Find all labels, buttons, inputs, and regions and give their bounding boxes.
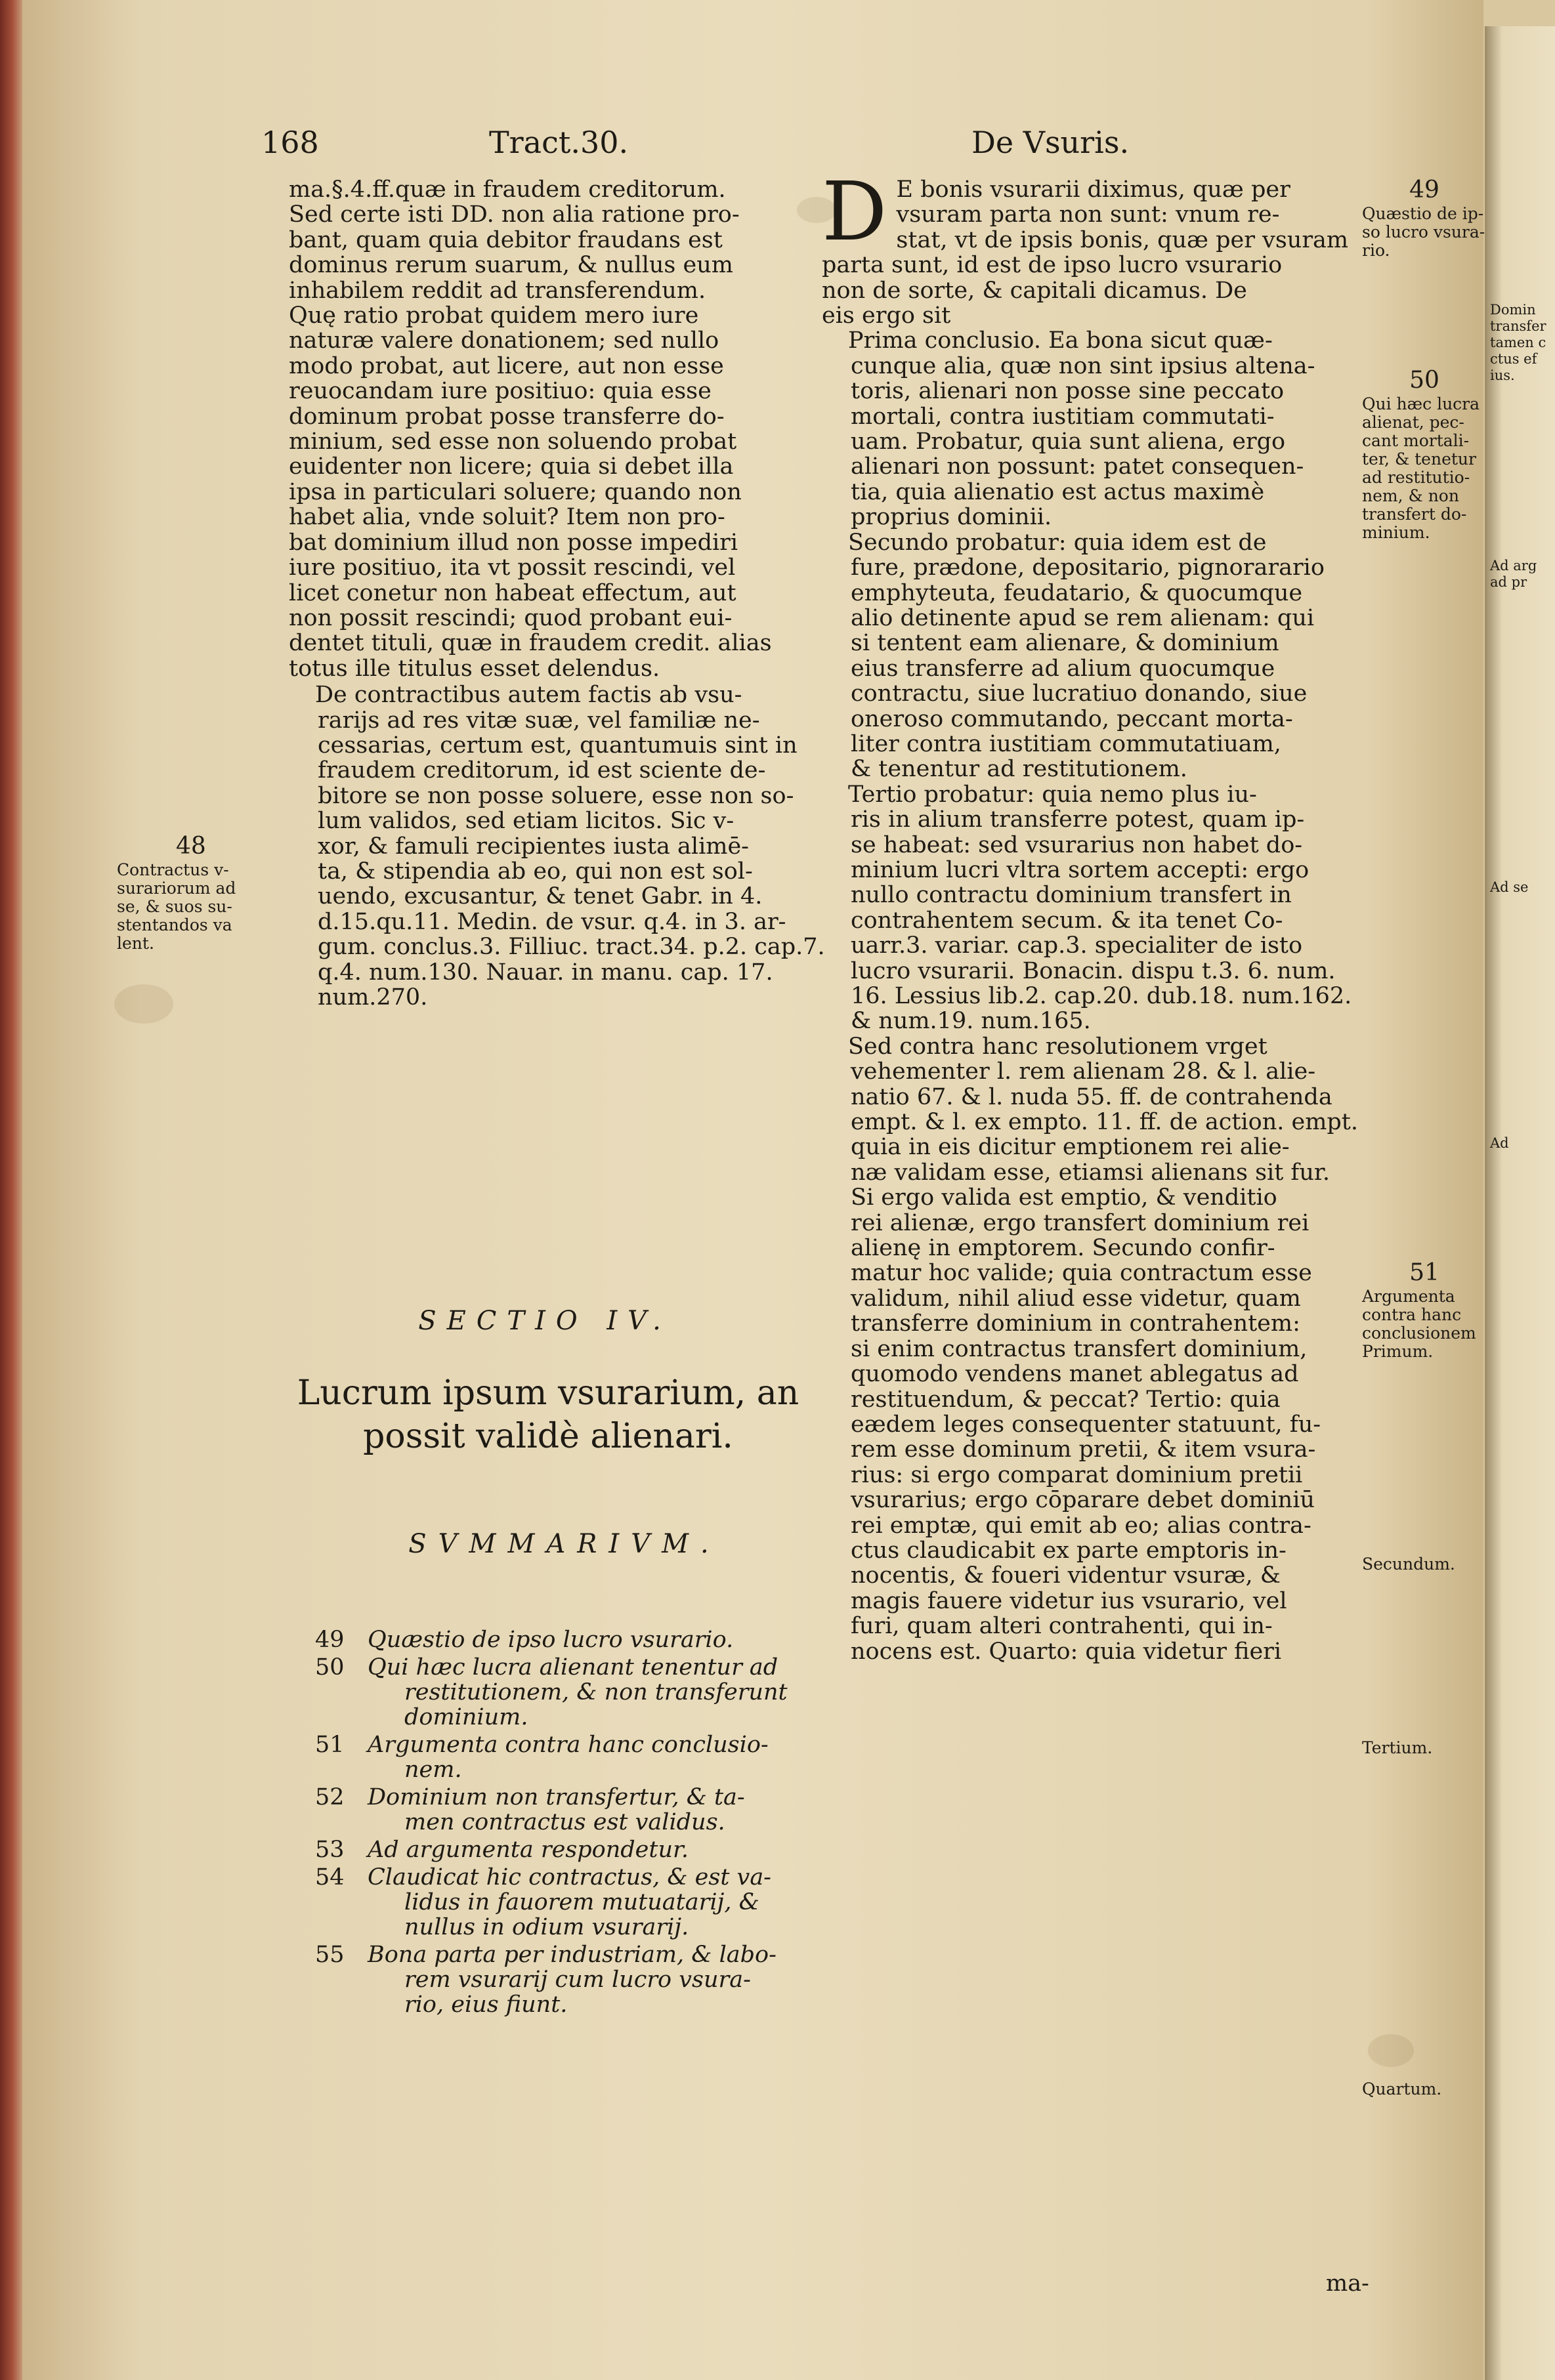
text-line: liter contra iustitiam commutatiuam, [851, 730, 1281, 757]
margin-note-line: Argumenta [1362, 1287, 1455, 1306]
text-line: oneroso commutando, peccant morta- [851, 705, 1293, 732]
margin-note-line: conclusionem [1362, 1324, 1476, 1343]
text-line: gum. conclus.3. Filliuc. tract.34. p.2. cap.7. [318, 934, 825, 961]
section-heading [269, 1371, 827, 1458]
margin-note-line: minium. [1362, 523, 1430, 542]
margin-note-line: cant mortali- [1362, 431, 1470, 450]
text-line: ctus claudicabit ex parte emptoris in- [851, 1537, 1287, 1564]
right-margin-note [1362, 1555, 1487, 1574]
summary-number: 52 [315, 1784, 345, 1810]
paragraph [289, 682, 825, 1011]
summary-line: rem vsurarij cum lucro vsura- [404, 1967, 751, 1993]
text-line: Si ergo valida est emptio, & venditio [851, 1184, 1277, 1211]
text-line: Secundo probatur: quia idem est de [848, 529, 1267, 556]
text-line: De contractibus autem factis ab vsu- [315, 682, 742, 709]
text-line: Sed contra hanc resolutionem vrget [848, 1033, 1267, 1060]
text-line: lucro vsurarii. Bonacin. dispu t.3. 6. num. [851, 957, 1336, 984]
summary-line: Argumenta contra hanc conclusio- [368, 1732, 769, 1758]
text-line: ma.§.4.ff.quæ in fraudem creditorum. [289, 177, 726, 203]
paragraph [822, 530, 1367, 782]
text-line: Sed certe isti DD. non alia ratione pro- [289, 201, 740, 228]
summary-item [315, 1865, 840, 1940]
text-line: & num.19. num.165. [851, 1008, 1091, 1035]
paragraph [822, 782, 1367, 1034]
section-heading-line: possit validè alienari. [363, 1417, 733, 1456]
summary-item [315, 1785, 840, 1835]
foxing-stain [114, 984, 173, 1024]
text-line: d.15.qu.11. Medin. de vsur. q.4. in 3. ar- [318, 908, 786, 935]
summary-line: dominium. [404, 1704, 528, 1730]
margin-note-number: 48 [176, 833, 206, 860]
margin-note-line: so lucro vsura- [1362, 222, 1485, 241]
fragment-line: Ad se [1490, 879, 1529, 895]
margin-note-line: ter, & tenetur [1362, 449, 1476, 469]
text-line: se habeat: sed vsurarius non habet do- [851, 831, 1303, 858]
summary-item [315, 1732, 840, 1782]
text-line: rem esse dominum pretii, & item vsura- [851, 1436, 1316, 1463]
text-line: tia, quia alienatio est actus maximè [851, 478, 1265, 505]
text-line: empt. & l. ex empto. 11. ff. de action. empt. [851, 1109, 1358, 1136]
text-line: non possit rescindi; quod probant eui- [289, 604, 733, 631]
text-line: fraudem creditorum, id est sciente de- [318, 757, 766, 784]
text-line: inhabilem reddit ad transferendum. [289, 277, 706, 304]
summary-line: nullus in odium vsurarij. [404, 1914, 689, 1940]
margin-note-line: Quartum. [1362, 2079, 1442, 2098]
text-line: vsurarius; ergo cōparare debet dominiū [851, 1487, 1315, 1514]
summary-number: 51 [315, 1732, 345, 1758]
summary-line: rio, eius fiunt. [404, 1992, 568, 2018]
summary-list [315, 1627, 840, 2020]
summary-line: restitutionem, & non transferunt [404, 1679, 788, 1705]
fragment-line: Ad [1490, 1135, 1509, 1151]
margin-note-line: stentandos va [117, 915, 232, 934]
text-line: & tenentur ad restitutionem. [851, 756, 1187, 783]
margin-note-line: contra hanc [1362, 1305, 1462, 1324]
summary-line: Ad argumenta respondetur. [368, 1837, 689, 1863]
text-line: minium, sed esse non soluendo probat [289, 428, 737, 455]
right-column [822, 165, 1367, 1665]
page-title: De Vsuris. [971, 125, 1130, 160]
text-line: Quę ratio probat quidem mero iure [289, 303, 699, 329]
text-line: rei alienæ, ergo transfert dominium rei [851, 1209, 1310, 1236]
text-line: lum validos, sed etiam licitos. Sic v- [318, 808, 735, 835]
summary-number: 54 [315, 1864, 345, 1890]
fragment-line: transfer [1490, 318, 1546, 334]
summary-line: Bona parta per industriam, & labo- [368, 1942, 777, 1968]
text-line: 16. Lessius lib.2. cap.20. dub.18. num.162. [851, 983, 1352, 1009]
summary-line: Dominium non transfertur, & ta- [368, 1784, 745, 1810]
text-line: naturæ valere donationem; sed nullo [289, 327, 719, 354]
text-line: non de sorte, & capitali dicamus. De [822, 277, 1247, 304]
text-line: stat, vt de ipsis bonis, quæ per vsuram [896, 226, 1349, 253]
text-line: matur hoc valide; quia contractum esse [851, 1260, 1312, 1287]
summary-line: lidus in fauorem mutuatarij, & [404, 1889, 759, 1915]
fragment-line: tamen c [1490, 335, 1546, 350]
fragment-line: Domin [1490, 302, 1536, 318]
margin-note-line: Tertium. [1362, 1738, 1433, 1757]
text-line: vsuram parta non sunt: vnum re- [896, 201, 1280, 228]
right-margin-note [1362, 367, 1487, 542]
text-line: modo probat, aut licere, aut non esse [289, 352, 724, 379]
running-head [0, 125, 1483, 171]
text-line: proprius dominii. [851, 504, 1052, 531]
text-line: reuocandam iure positiuo: quia esse [289, 378, 712, 405]
book-edge [0, 0, 22, 2380]
margin-note-line: rio. [1362, 241, 1390, 260]
text-line: magis fauere videtur ius vsurario, vel [851, 1587, 1287, 1614]
text-line: cessarias, certum est, quantumuis sint in [318, 732, 798, 759]
margin-note-line: se, & suos su- [117, 897, 232, 916]
section-label: SECTIO IV. [418, 1306, 671, 1336]
text-line: bat dominium illud non posse impediri [289, 529, 738, 556]
text-line: minium lucri vltra sortem accepti: ergo [851, 856, 1310, 883]
margin-note-number: 51 [1409, 1259, 1439, 1286]
summary-line: Quæstio de ipso lucro vsurario. [368, 1627, 734, 1653]
summary-item [315, 1627, 840, 1652]
text-line: vehementer l. rem alienam 28. & l. alie- [851, 1058, 1316, 1085]
foxing-stain [1368, 2034, 1414, 2067]
margin-note-line: Qui hæc lucra [1362, 394, 1480, 413]
text-line: næ validam esse, etiamsi alienans sit fur. [851, 1159, 1330, 1186]
summary-label: SVMMARIVM. [408, 1529, 721, 1559]
fragment-line: ius. [1490, 367, 1515, 383]
summary-number: 55 [315, 1942, 345, 1968]
text-line: restituendum, & peccat? Tertio: quia [851, 1386, 1281, 1413]
margin-note-number: 49 [1409, 177, 1439, 203]
text-line: Tertio probatur: quia nemo plus iu- [848, 781, 1257, 808]
text-line: ipsa in particulari soluere; quando non [289, 478, 742, 505]
section-heading-line: Lucrum ipsum vsurarium, an [297, 1373, 799, 1413]
summary-number: 50 [315, 1654, 345, 1681]
text-line: parta sunt, id est de ipso lucro vsurario [822, 252, 1283, 279]
text-line: dominum probat posse transferre do- [289, 403, 725, 430]
margin-note-line: lent. [117, 934, 154, 953]
margin-note-line: alienat, pec- [1362, 413, 1464, 432]
text-line: uendo, excusantur, & tenet Gabr. in 4. [318, 883, 763, 910]
text-line: uarr.3. variar. cap.3. specialiter de isto [851, 932, 1303, 959]
text-line: si enim contractus transfert dominium, [851, 1335, 1308, 1362]
text-line: rei emptæ, qui emit ab eo; alias contra- [851, 1512, 1311, 1539]
summary-item [315, 1942, 840, 2017]
paragraph [822, 1034, 1367, 1664]
text-line: euidenter non licere; quia si debet illa [289, 453, 734, 480]
text-line: licet conetur non habeat effectum, aut [289, 579, 736, 606]
text-line: totus ille titulus esset delendus. [289, 655, 660, 682]
margin-note-number: 50 [1409, 367, 1439, 394]
text-line: q.4. num.130. Nauar. in manu. cap. 17. [318, 959, 773, 986]
text-line: xor, & famuli recipientes iusta alimē- [318, 833, 749, 860]
fragment-line: ad pr [1490, 574, 1527, 590]
text-line: contractu, siue lucratiuo donando, siue [851, 680, 1308, 707]
text-line: iure positiuo, ita vt possit rescindi, vel [289, 554, 736, 581]
text-line: contrahentem secum. & ita tenet Co- [851, 907, 1283, 934]
text-line: rius: si ergo comparat dominium pretii [851, 1461, 1303, 1488]
fragment-line: ctus ef [1490, 351, 1537, 367]
text-line: E bonis vsurarii diximus, quæ per [896, 177, 1290, 203]
text-line: bitore se non posse soluere, esse non so- [318, 782, 794, 809]
text-line: nocens est. Quarto: quia videtur fieri [851, 1638, 1282, 1665]
text-line: ta, & stipendia ab eo, qui non est sol- [318, 858, 753, 885]
margin-note-line: ad restitutio- [1362, 468, 1470, 487]
next-page-fragment [1490, 302, 1555, 384]
text-line: ris in alium transferre potest, quam ip- [851, 806, 1305, 833]
paragraph [289, 177, 820, 681]
page-number: 168 [261, 125, 319, 160]
summary-line: Claudicat hic contractus, & est va- [368, 1864, 772, 1890]
text-line: furi, quam alteri contrahenti, qui in- [851, 1613, 1273, 1640]
text-line: bant, quam quia debitor fraudans est [289, 226, 723, 253]
right-margin-note [1362, 1260, 1487, 1361]
paragraph [822, 165, 1367, 329]
text-line: num.270. [318, 984, 428, 1011]
right-margin-note [1362, 177, 1487, 260]
margin-note-line: Quæstio de ip- [1362, 204, 1484, 223]
margin-note-line: Secundum. [1362, 1555, 1455, 1574]
text-line: Prima conclusio. Ea bona sicut quæ- [848, 327, 1273, 354]
text-line: dentet tituli, quæ in fraudem credit. alias [289, 630, 772, 657]
summary-line: men contractus est validus. [404, 1809, 725, 1835]
text-line: eis ergo sit [822, 303, 951, 329]
next-page-fragment [1490, 1135, 1555, 1152]
paragraph [822, 328, 1367, 530]
summary-item [315, 1837, 840, 1862]
margin-note-line: Primum. [1362, 1342, 1434, 1361]
summary-line: Qui hæc lucra alienant tenentur ad [368, 1654, 778, 1681]
summary-number: 49 [315, 1627, 345, 1653]
text-line: mortali, contra iustitiam commutati- [851, 403, 1275, 430]
next-page-edge [1485, 26, 1555, 2380]
summary-number: 53 [315, 1837, 345, 1863]
text-line: validum, nihil aliud esse videtur, quam [851, 1285, 1301, 1312]
margin-note-line: surariorum ad [117, 879, 236, 898]
text-line: eædem leges consequenter statuunt, fu- [851, 1411, 1321, 1438]
text-line: quomodo vendens manet ablegatus ad [851, 1361, 1299, 1388]
text-line: habet alia, vnde soluit? Item non pro- [289, 504, 725, 531]
margin-note-line: Contractus v- [117, 860, 229, 879]
text-line: cunque alia, quæ non sint ipsius altena- [851, 352, 1315, 379]
text-line: uam. Probatur, quia sunt aliena, ergo [851, 428, 1286, 455]
text-line: dominus rerum suarum, & nullus eum [289, 252, 733, 279]
text-line: alio detinente apud se rem alienam: qui [851, 604, 1315, 631]
text-line: si tentent eam alienare, & dominium [851, 630, 1279, 657]
catchword: ma- [1326, 2270, 1369, 2297]
margin-note-line: nem, & non [1362, 486, 1459, 505]
text-line: toris, alienari non posse sine peccato [851, 378, 1285, 405]
text-line: nullo contractu dominium transfert in [851, 882, 1292, 909]
next-page-fragment [1490, 558, 1555, 591]
text-line: emphyteuta, feudatario, & quocumque [851, 579, 1303, 606]
text-line: natio 67. & l. nuda 55. ff. de contrahenda [851, 1083, 1332, 1110]
drop-cap: D [822, 165, 887, 259]
fragment-line: Ad arg [1490, 558, 1537, 574]
next-page-fragment [1490, 879, 1555, 896]
margin-note-line: transfert do- [1362, 505, 1467, 524]
right-margin-note [1362, 2080, 1487, 2098]
left-column [289, 177, 825, 1011]
right-margin-note [1362, 1739, 1487, 1757]
text-line: rarijs ad res vitæ suæ, vel familiæ ne- [318, 707, 760, 734]
text-line: alienę in emptorem. Secundo confir- [851, 1235, 1275, 1262]
text-line: quia in eis dicitur emptionem rei alie- [851, 1134, 1290, 1161]
text-line: fure, prædone, depositario, pignorarario [851, 554, 1325, 581]
text-line: eius transferre ad alium quocumque [851, 655, 1275, 682]
text-line: alienari non possunt: patet consequen- [851, 453, 1304, 480]
summary-line: nem. [404, 1757, 462, 1783]
text-line: nocentis, & foueri videntur vsuræ, & [851, 1562, 1281, 1589]
summary-item [315, 1655, 840, 1730]
tract-label: Tract.30. [489, 125, 629, 160]
left-margin-note [117, 833, 274, 953]
text-line: transferre dominium in contrahentem: [851, 1310, 1300, 1337]
